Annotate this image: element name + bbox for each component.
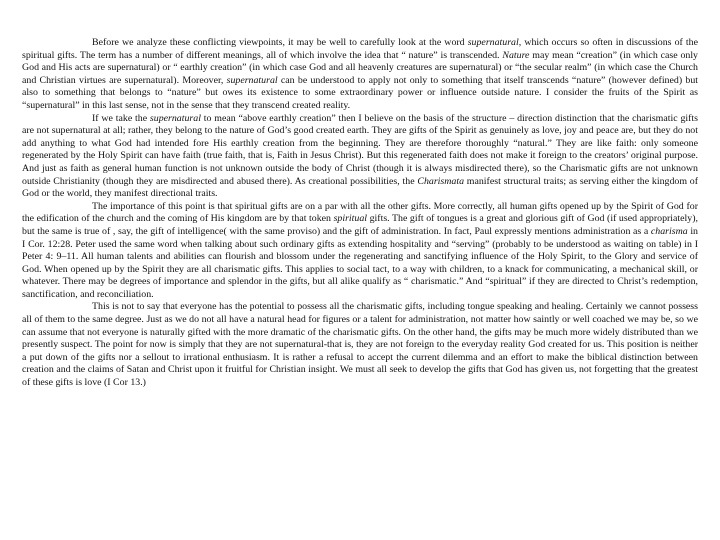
italic-term: Nature: [502, 49, 530, 61]
text-run: This is not to say that everyone has the potential to possess all the charismatic gifts, including tongue speaking and healing. Certainly we cannot possess all of them to the same degree. Just as we do not all have a natural head for figures or a talent for administration, not matter how saintly or well coached we may be, so we can assume that not everyone is naturally gifted with the more dramatic of the charismatic gifts. On the other hand, the gifts may be much more widely distributed than we presently suspect. The point for now is simply that they are not supernatural-that is, they are not foreign to the everyday reality God created for us. This position is neither a put down of the gifts nor a sellout to irrational enthusiasm. It is rather a refusal to accept the current dilemma and an effort to make the biblical distinction between creation and the claims of Satan and Christ upon it fruitful for Christian insight. We must all seek to develop the gifts that God has given us, not forgetting that the greatest of these gifts is love (I Cor 13.): [22, 301, 698, 389]
text-run: The importance of this point is that spiritual gifts are on a par with all the other gifts. More correctly, all human gifts opened up by the Spirit of God for the edification of the church and the coming of His kingdom are by that token: [22, 200, 698, 225]
text-run: manifest structural traits; as serving either the kingdom of God or the world, they manifest directional traits.: [22, 175, 698, 200]
text-run: Before we analyze these conflicting viewpoints, it may be well to carefully look at the word: [92, 37, 468, 48]
text-run: in I Cor. 12:28. Peter used the same word when talking about such ordinary gifts as extending hospitality and “serving” (probably to be understood as waiting on table) in I Peter 4: 9–11. All human talents and abilities can flourish and blossom under the regenerating and sanctifying influence of the Holy Spirit, to the Glory and service of God. When opened up by the Spirit they are all charismatic gifts. This applies to social tact, to a way with children, to a knack for communicating, a mechanical skill, or whatever. There may be degrees of importance and splendor in the gifts, but all alike qualify as “ charismatic.” And “spiritual” if they are directed to Christ’s redemption, sanctification, and reconciliation.: [22, 225, 698, 300]
text-run: gifts. The gift of tongues is a great and glorious gift of God (if used appropriately), but the same is true of , say, the gift of intelligence( with the same proviso) and the gift of administration. In fact, Paul expressly mentions administration as a: [22, 213, 698, 237]
italic-term: Charismata: [417, 175, 465, 187]
paragraph-not-everyone-gifted: [22, 301, 698, 389]
text-run: If we take the: [92, 112, 150, 124]
italic-term: spiritual: [333, 213, 368, 225]
paragraph-supernatural-meaning: [22, 37, 698, 113]
text-run: which occurs so often in discussions of the spiritual gifts. The term has a number of different meanings, all of which involve the idea that “ nature” is transcended.: [22, 37, 698, 61]
italic-term: supernatural: [149, 112, 201, 124]
italic-term: supernatural,: [467, 37, 522, 48]
text-run: to mean “above earthly creation” then I believe on the basis of the structure – direction distinction that the charismatic gifts are not supernatural at all; rather, they belong to the nature of God’s good created earth. They are gifts of the Spirit as genuinely as love, joy and peace are, but they do not add anything to what God had intended fore His earthly creation from the beginning. They are therefore thoroughly “natural.” They are like faith: only someone regenerated by the Holy Spirit can have faith (true faith, that is, Faith in Jesus Christ). But this regenerated faith does not make it foreign to the creators’ original purpose. And just as faith as general human function is not unknown outside the body of Christ (though it is always misdirected there), so the Charismatic gifts are not unknown outside Christianity (though they are misdirected and abused there). As creational possibilities, the: [22, 112, 698, 187]
text-run: may mean “creation” (in which case only God and His acts are supernatural) or “ earthly creation” (in which case God and all heavenly creatures are supernatural) or “the secular realm” (in which case the Church and Christian virtues are supernatural). Moreover,: [22, 49, 698, 86]
italic-term: charisma: [650, 225, 688, 237]
document-body: [22, 37, 698, 390]
paragraph-spiritual-gifts-par: [22, 201, 698, 302]
italic-term: supernatural: [226, 74, 278, 86]
text-run: can be understood to apply not only to something that itself transcends “nature” (however defined) but also to something that belongs to “nature” but owes its existence to some extraordinary power or influence outside nature. I consider the fruits of the Spirit as “supernatural” in this last sense, not in the sense that they transcend created reality.: [22, 74, 698, 111]
paragraph-structure-direction: [22, 113, 698, 201]
